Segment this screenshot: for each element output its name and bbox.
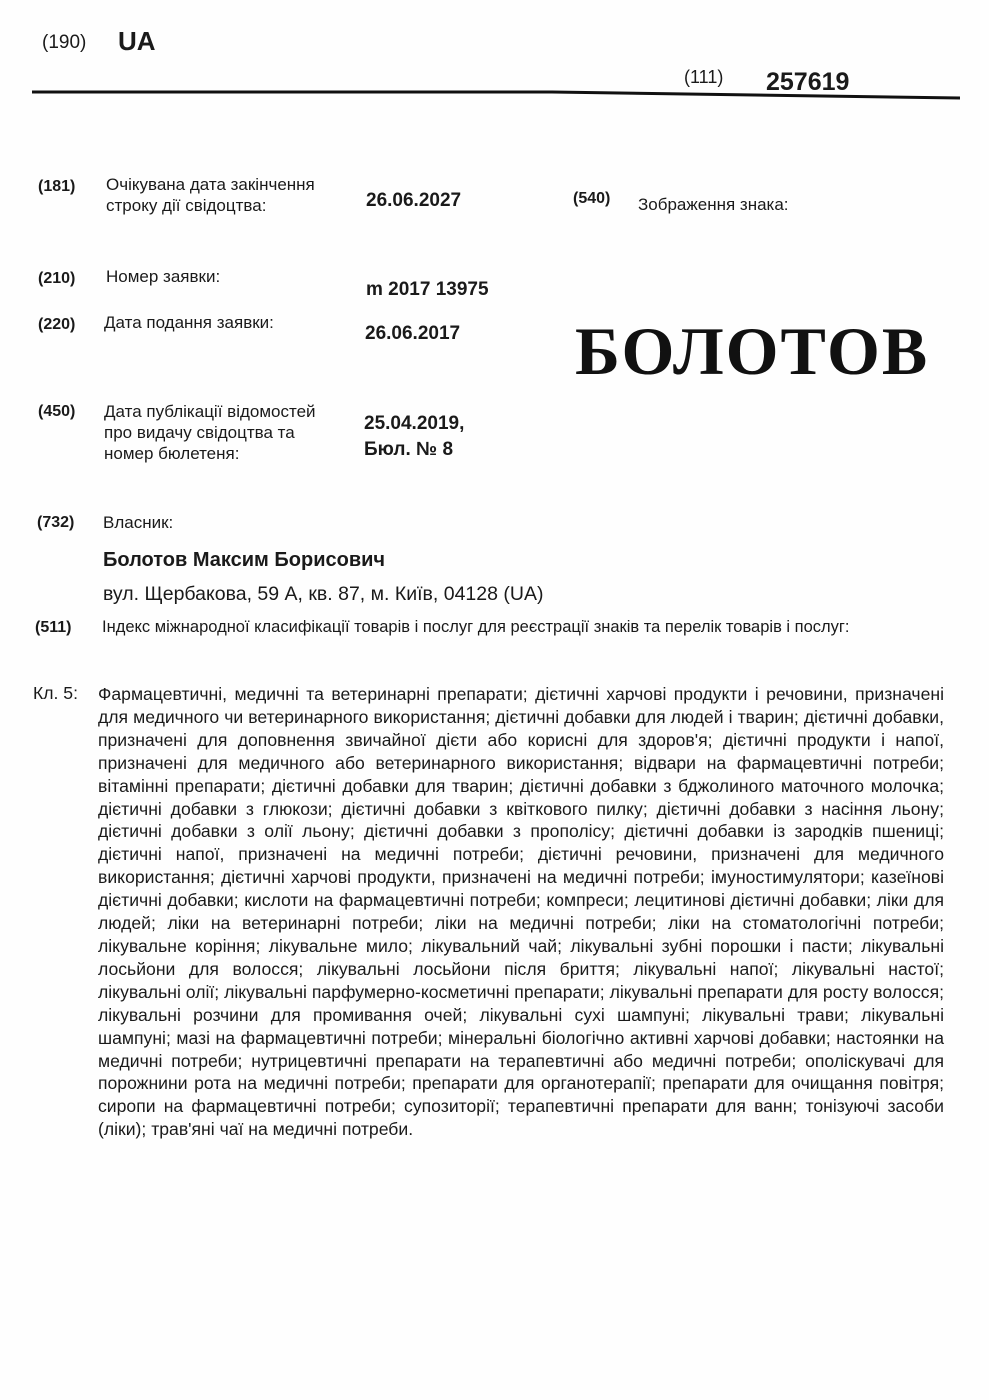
registration-number: 257619 <box>766 68 850 96</box>
field-511-label: Індекс міжнародної класифікації товарів і послуг для реєстрації знаків та перелік товарів і послуг: <box>102 618 850 636</box>
field-210-value: m 2017 13975 <box>366 279 489 300</box>
field-540-code: (540) <box>573 190 611 207</box>
field-450-code: (450) <box>38 403 76 420</box>
field-181-code: (181) <box>38 178 76 195</box>
field-220-label: Дата подання заявки: <box>104 313 274 332</box>
field-540-label: Зображення знака: <box>638 195 789 214</box>
field-450-value-date: 25.04.2019, <box>364 413 465 434</box>
field-511-code: (511) <box>35 619 72 636</box>
field-450-label: Дата публікації відомостей про видачу свідоцтва та номер бюлетеня: <box>104 402 316 463</box>
registration-code: (111) <box>684 67 724 87</box>
owner-name: Болотов Максим Борисович <box>103 549 386 571</box>
field-210-label: Номер заявки: <box>106 267 221 286</box>
field-181-value: 26.06.2027 <box>366 190 462 211</box>
field-732-label: Власник: <box>103 513 174 532</box>
goods-class-label: Кл. 5: <box>33 683 78 703</box>
country-code: (190) <box>42 32 87 53</box>
header-rule <box>32 88 960 100</box>
trademark-image: БОЛОТОВ <box>575 313 930 389</box>
field-181-label: Очікувана дата закінчення строку дії свідоцтва: <box>106 175 315 215</box>
goods-list: Фармацевтичні, медичні та ветеринарні препарати; дієтичні харчові продукти і речовини, призначені для медичного чи ветеринарного використання; дієтичні добавки для людей і тварин; дієтичні добавки, призначені для доповнення звичайної дієти або корисні для здоров'я; дієтичні продукти і напої, призначені для медичного або ветеринарного використання; відвари на фармацевтичні потреби; вітамінні препарати; дієтичні добавки для тварин; дієтичні добавки з бджолиного маточного молочка; дієтичні добавки з глюкози; дієтичні добавки з квіткового пилку; дієтичні добавки з насіння льону; дієтичні добавки з олії льону; дієтичні добавки з прополісу; дієтичні добавки із зародків пшениці; дієтичні напої, призначені на медичні потреби; дієтичні речовини, призначені для медичного використання; дієтичні харчові продукти, призначені на медичні потреби; імуностимулятори; казеїнові дієтичні добавки; кислоти на фармацевтичні потреби; компреси; лецитинові дієтичні добавки; ліки для людей; ліки на ветеринарні потреби; ліки на медичні потреби; ліки на стоматологічні потреби; лікувальне коріння; лікувальне мило; лікувальний чай; лікувальні зубні порошки і пасти; лікувальні лосьйони для волосся; лікувальні лосьйони після бриття; лікувальні напої; лікувальні настої; лікувальні олії; лікувальні парфумерно-косметичні препарати; лікувальні препарати для росту волосся; лікувальні розчини для промивання очей; лікувальні сухі шампуні; лікувальні трави; лікувальні шампуні; мазі на фармацевтичні потреби; мінеральні біологічно активні харчові добавки; настоянки на медичні потреби; нутрицевтичні препарати на терапевтичні або медичні потреби; ополіскувачі для порожнини рота на медичні потреби; препарати для органотерапії; препарати для очищання повітря; сиропи на фармацевтичні потреби; супозиторії; терапевтичні препарати для ванн; тонізуючі засоби (ліки); трав'яні чаї на медичні потреби. <box>98 684 944 1140</box>
country: UA <box>118 26 156 56</box>
owner-address: вул. Щербакова, 59 А, кв. 87, м. Київ, 04128 (UA) <box>103 583 544 605</box>
field-210-code: (210) <box>38 270 76 287</box>
field-220-code: (220) <box>38 316 76 333</box>
field-220-value: 26.06.2017 <box>365 323 461 344</box>
field-450-value-bulletin: Бюл. № 8 <box>364 439 454 460</box>
field-732-code: (732) <box>37 514 75 531</box>
